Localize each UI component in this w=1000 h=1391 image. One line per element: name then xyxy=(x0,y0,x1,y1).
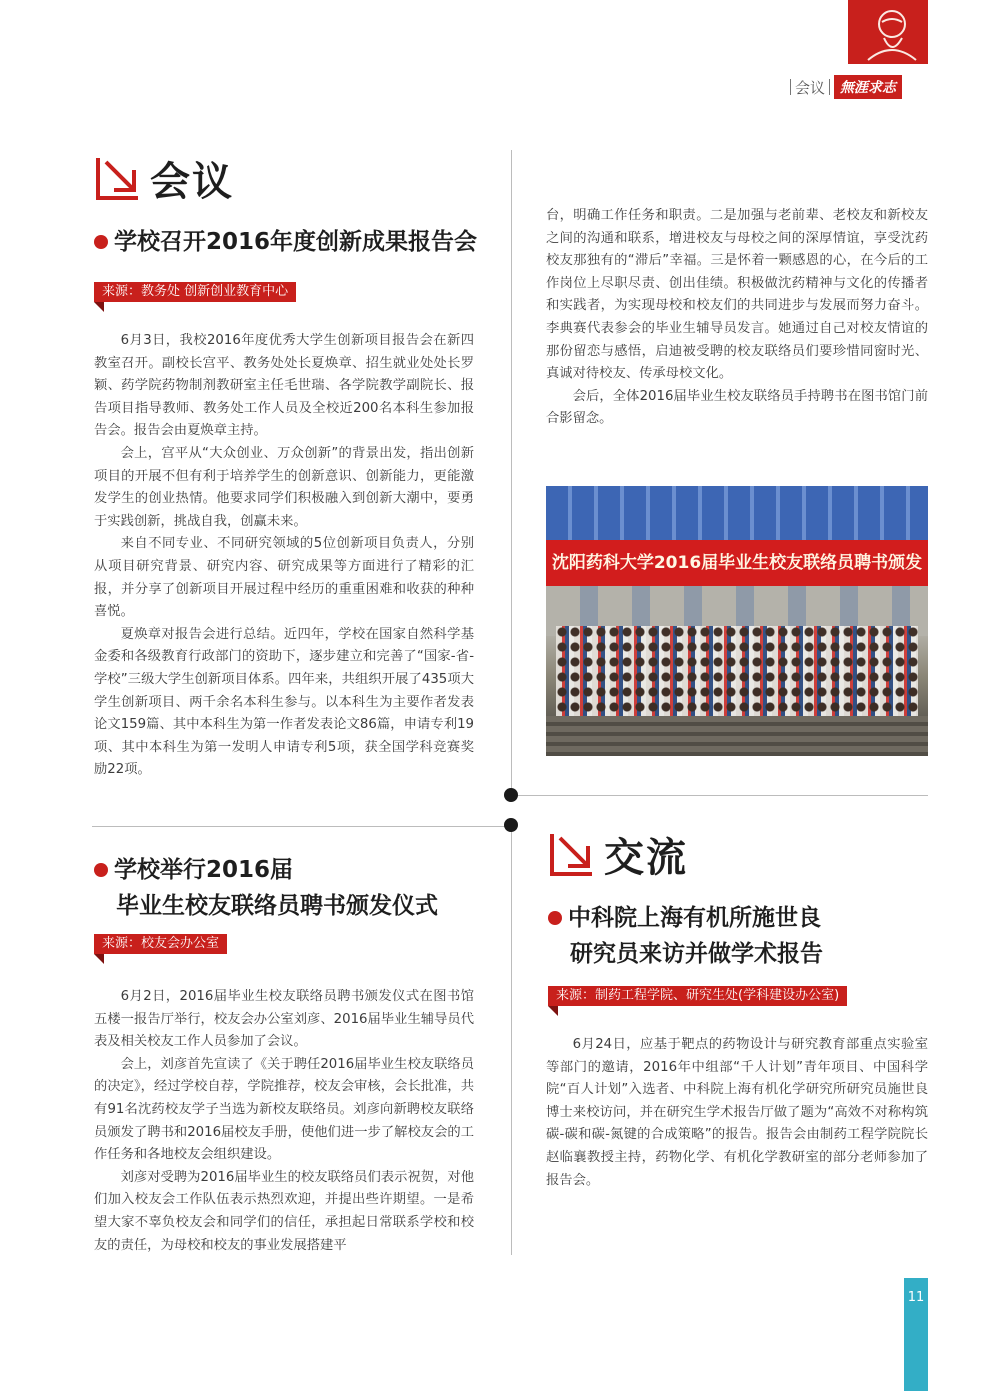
paragraph: 台，明确工作任务和职责。二是加强与老前辈、老校友和新校友之间的沟通和联系，增进校友与母校之间的深厚情谊，享受沈药校友那独有的“滞后”幸福。三是怀着一颗感恩的心，在今后的工作岗位上尽职尽责、创出佳绩。积极做沈药精神与文化的传播者和实践者，为实现母校和校友们的共同进步与发展而努力奋斗。李典赛代表参会的毕业生辅导员发言。她通过自己对校友情谊的那份留恋与感悟，启迪被受聘的校友联络员们要珍惜同窗时光、真诚对待校友、传承母校文化。 xyxy=(546,208,928,382)
column-divider xyxy=(511,830,512,1255)
title-bullet xyxy=(94,235,108,249)
header-section-label: 会议 xyxy=(795,78,826,97)
article-title: 学校举行2016届 毕业生校友联络员聘书颁发仪式 xyxy=(94,852,438,924)
arrow-down-right-icon xyxy=(92,154,142,204)
source-tag: 来源：教务处 创新创业教育中心 xyxy=(94,282,296,302)
article-title: 中科院上海有机所施世良 研究员来访并做学术报告 xyxy=(548,900,823,972)
paragraph: 6月2日，2016届毕业生校友联络员聘书颁发仪式在图书馆五楼一报告厅举行，校友会办公室刘彦、2016届毕业生辅导员代表及相关校友工作人员参加了会议。 xyxy=(94,989,474,1050)
title-bullet xyxy=(548,911,562,925)
divider-dot xyxy=(504,788,518,802)
source-tag-fold xyxy=(548,1006,558,1016)
section-rule-left xyxy=(92,826,512,827)
article-body xyxy=(94,330,474,782)
paragraph: 刘彦对受聘为2016届毕业生的校友联络员们表示祝贺，对他们加入校友会工作队伍表示热烈欢迎，并提出些许期望。一是希望大家不辜负校友会和同学们的信任，承担起日常联系学校和校友的责任，为母校和校友的事业发展搭建平 xyxy=(94,1169,474,1253)
section-exchange-header xyxy=(546,826,688,883)
section-meeting-header xyxy=(92,150,234,207)
running-header xyxy=(786,76,902,98)
article-body-continued xyxy=(546,205,928,431)
photo-banner: 沈阳药科大学2016届毕业生校友联络员聘书颁发 xyxy=(546,540,928,586)
title-bullet xyxy=(94,863,108,877)
portrait-logo-icon xyxy=(848,0,928,64)
paragraph: 6月3日，我校2016年度优秀大学生创新项目报告会在新四教室召开。副校长宫平、教务处处长夏焕章、招生就业处处长罗颖、药学院药物制剂教研室主任毛世瑞、各学院教学副院长、报告项目指导教师、教务处工作人员及全校近200名本科生参加报告会。报告会由夏焕章主持。 xyxy=(94,333,474,439)
source-tag: 来源：制药工程学院、研究生处(学科建设办公室) xyxy=(548,986,847,1006)
divider-dot xyxy=(504,818,518,832)
paragraph: 夏焕章对报告会进行总结。近四年，学校在国家自然科学基金委和各级教育行政部门的资助下，逐步建立和完善了“国家-省-学校”三级大学生创新项目体系。四年来，共组织开展了435项大学生创新项目、两千余名本科生参与。以本科生为主要作者发表论文159篇、其中本科生为第一作者发表论文86篇，申请专利19项、其中本科生为第一发明人申请专利5项，获全国学科竞赛奖励22项。 xyxy=(94,626,474,778)
article-body xyxy=(94,986,474,1257)
magazine-logo xyxy=(848,0,928,64)
source-tag-fold xyxy=(94,954,104,964)
source-tag-fold xyxy=(94,302,104,312)
page-number: 11 xyxy=(904,1278,928,1391)
article-title: 学校召开2016年度创新成果报告会 xyxy=(94,224,477,260)
section-rule-right xyxy=(510,795,928,796)
photo-steps xyxy=(546,716,928,756)
paragraph: 会上，宫平从“大众创业、万众创新”的背景出发，指出创新项目的开展不但有利于培养学生的创新意识、创新能力，更能激发学生的创业热情。他要求同学们积极融入到创新大潮中，要勇于实践创新，挑战自我，创赢未来。 xyxy=(94,445,474,529)
paragraph: 会后，全体2016届毕业生校友联络员手持聘书在图书馆门前合影留念。 xyxy=(546,388,928,427)
photo-crowd xyxy=(556,626,918,716)
header-divider xyxy=(790,79,791,95)
source-tag: 来源：校友会办公室 xyxy=(94,934,227,954)
paragraph: 来自不同专业、不同研究领域的5位创新项目负责人，分别从项目研究背景、研究内容、研究成果等方面进行了精彩的汇报，并分享了创新项目开展过程中经历的重重困难和收获的种种喜悦。 xyxy=(94,536,474,620)
paragraph: 6月24日，应基于靶点的药物设计与研究教育部重点实验室等部门的邀请，2016年中组部“千人计划”青年项目、中国科学院“百人计划”入选者、中科院上海有机化学研究所研究员施世良博士来校访问，并在研究生学术报告厅做了题为“高效不对称构筑碳-碳和碳-氮键的合成策略”的报告。报告会由制药工程学院院长赵临襄教授主持，药物化学、有机化学教研室的部分老师参加了报告会。 xyxy=(546,1037,928,1188)
paragraph: 会上，刘彦首先宣读了《关于聘任2016届毕业生校友联络员的决定》，经过学校自荐，学院推荐，校友会审核，会长批准，共有91名沈药校友学子当选为新校友联络员。刘彦向新聘校友联络员颁发了聘书和2016届校友手册，使他们进一步了解校友会的工作任务和各地校友会组织建设。 xyxy=(94,1056,474,1163)
column-divider xyxy=(511,150,512,790)
arrow-down-right-icon xyxy=(546,830,596,880)
section-title: 会议 xyxy=(150,159,234,205)
article-body xyxy=(546,1034,928,1192)
section-title: 交流 xyxy=(604,835,688,881)
header-divider xyxy=(829,79,830,95)
brand-label: 無涯求志 xyxy=(834,75,902,99)
group-photo xyxy=(546,486,928,756)
